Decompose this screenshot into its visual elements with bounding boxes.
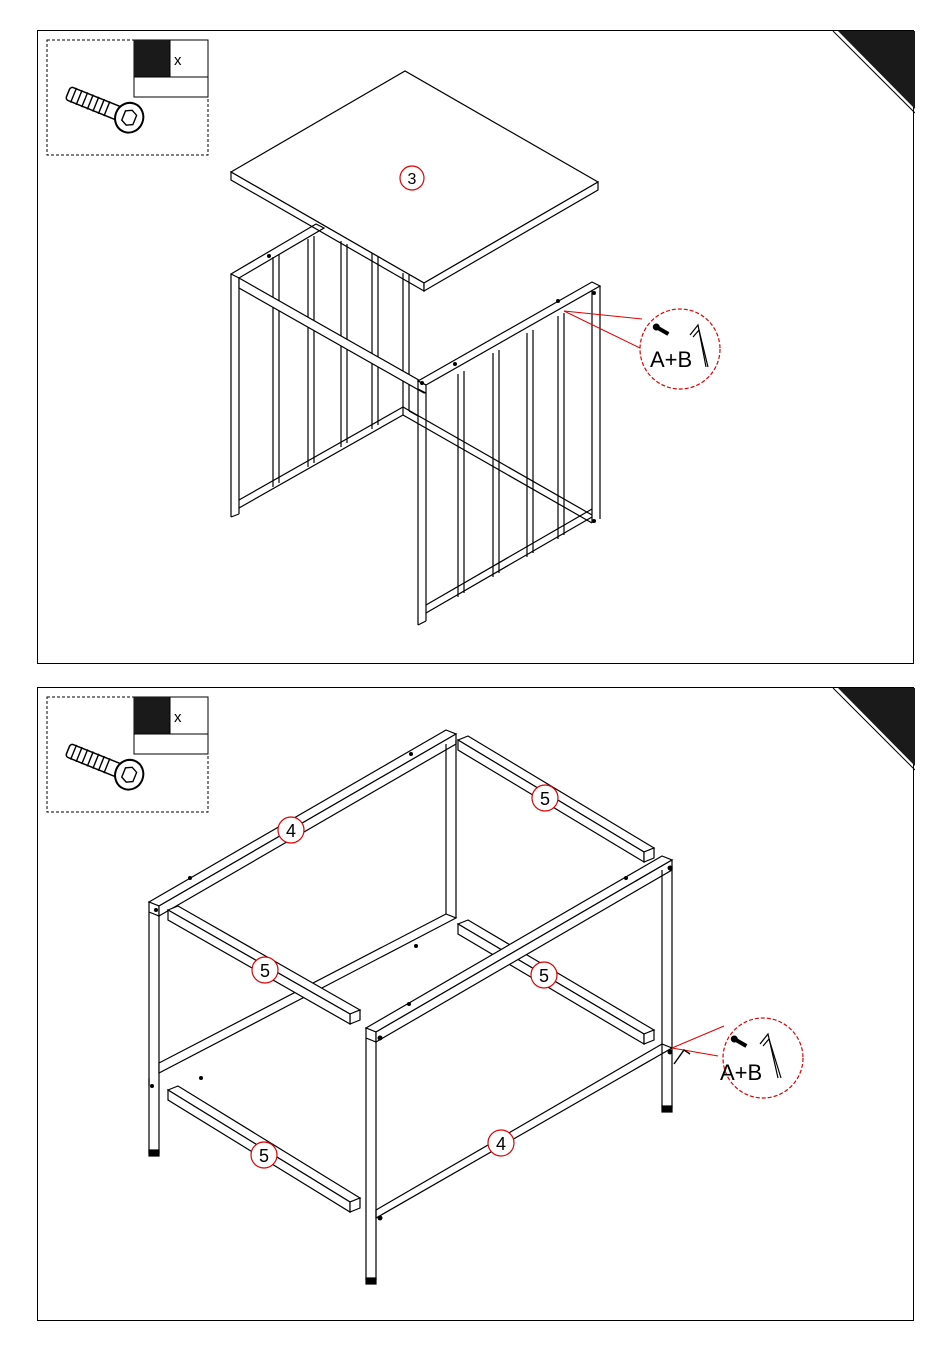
tool-callout-label: A+B [720, 1060, 763, 1085]
hardware-id-box [134, 697, 170, 734]
svg-text:5: 5 [258, 1146, 270, 1166]
bolt-icon [62, 736, 147, 794]
tool-callout-label: A+B [650, 347, 693, 372]
svg-text:3: 3 [407, 171, 417, 188]
side-frame-left [231, 224, 409, 517]
qty-marker: x [174, 709, 182, 726]
tool-callout [672, 1018, 803, 1098]
svg-text:5: 5 [259, 961, 271, 981]
hardware-id-box [134, 40, 170, 77]
svg-text:4: 4 [495, 1134, 507, 1154]
step-1-illustration [38, 31, 915, 665]
top-rail [239, 278, 424, 393]
svg-text:4: 4 [285, 821, 297, 841]
part-label-5-top-left [252, 957, 278, 983]
step-corner-tab [838, 688, 915, 766]
crossbar-part-5-bottom-right [458, 920, 654, 1044]
part-label-4-top [278, 817, 304, 843]
svg-text:5: 5 [539, 789, 551, 809]
part-label-5-top-right [532, 785, 558, 811]
tool-callout [564, 309, 720, 389]
step-2-illustration [38, 688, 915, 1322]
part-label-5-bottom-left [251, 1142, 277, 1168]
side-frame-right [403, 282, 600, 625]
part-label-3 [400, 166, 424, 190]
step-corner-tab [838, 31, 915, 109]
svg-text:5: 5 [538, 966, 550, 986]
qty-marker: x [174, 52, 182, 69]
step-panel-1 [37, 30, 914, 664]
part-label-5-bottom-right [531, 962, 557, 988]
allen-key-small-icon [674, 1050, 690, 1064]
step-panel-2 [37, 687, 914, 1321]
part-label-4-bottom [488, 1130, 514, 1156]
hardware-box [47, 40, 208, 155]
frame-part-4-front [366, 856, 672, 1218]
screw-holes [267, 254, 596, 523]
bolt-icon [62, 79, 147, 137]
hardware-box [47, 697, 208, 812]
frame-legs-back [149, 740, 456, 1156]
